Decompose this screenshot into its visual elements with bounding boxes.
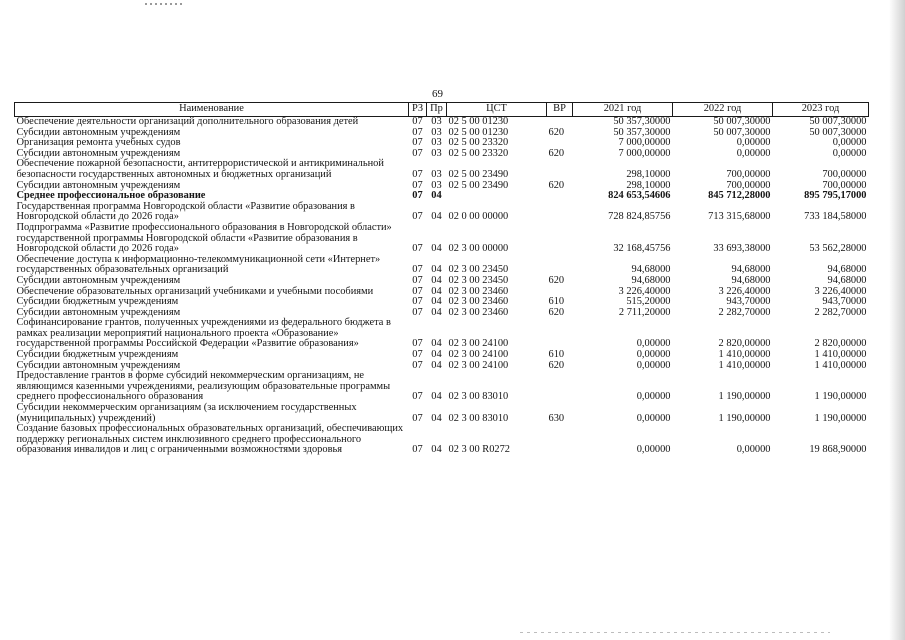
cell-pr: 04	[431, 391, 442, 403]
cell-name: Субсидии автономным учреждениям	[16, 274, 181, 286]
cell-pr: 03	[431, 179, 442, 191]
cell-y2022: 845 712,28000	[708, 190, 771, 202]
scan-artifact-top	[145, 3, 183, 5]
cell-y2022: 1 410,00000	[718, 349, 771, 361]
cell-name: Обеспечение образовательных организаций учебниками и учебными пособиями	[16, 285, 374, 297]
table-row	[15, 117, 869, 128]
cell-y2021: 94,68000	[631, 274, 671, 286]
cell-pr: 04	[431, 190, 442, 202]
scan-shadow-edge	[889, 0, 905, 640]
header-2021: 2021 год	[573, 103, 673, 117]
cell-pr: 04	[431, 264, 442, 276]
cell-vr: 610	[548, 296, 565, 308]
cell-name: Предоставление грантов в форме субсидий некоммерческим организациям, не являющимся казенными учреждениями, реализующим образовательные программы среднего профессионального образования	[16, 370, 391, 403]
cell-y2023: 3 226,40000	[814, 285, 867, 297]
cell-name: Обеспечение деятельности организаций дополнительного образования детей	[16, 116, 359, 127]
cell-name: Субсидии автономным учреждениям	[16, 179, 181, 191]
cell-y2021: 0,00000	[636, 444, 671, 456]
cell-cst: 02 0 00 00000	[448, 211, 509, 223]
cell-y2022: 3 226,40000	[718, 285, 771, 297]
cell-cst: 02 5 00 23320	[448, 147, 509, 159]
cell-cst: 02 3 00 23450	[448, 264, 509, 276]
cell-name: Государственная программа Новгородской области «Развитие образования в Новгородской области до 2026 года»	[16, 200, 355, 223]
budget-table	[14, 102, 869, 456]
cell-y2023: 94,68000	[827, 264, 867, 276]
cell-y2021: 728 824,85756	[608, 211, 671, 223]
cell-y2023: 50 007,30000	[809, 116, 867, 127]
cell-name: Субсидии автономным учреждениям	[16, 306, 181, 318]
cell-vr: 620	[548, 274, 565, 286]
cell-vr	[547, 371, 573, 403]
cell-cst: 02 3 00 24100	[448, 338, 509, 350]
cell-y2022: 0,00000	[736, 444, 771, 456]
cell-rz: 07	[412, 168, 423, 180]
cell-pr: 03	[431, 147, 442, 159]
cell-rz: 07	[412, 306, 423, 318]
cell-cst: 02 5 00 01230	[448, 116, 509, 127]
cell-name: Субсидии автономным учреждениям	[16, 147, 181, 159]
cell-cst: 02 5 00 01230	[448, 126, 509, 138]
cell-y2023: 94,68000	[827, 274, 867, 286]
cell-vr	[547, 424, 573, 456]
cell-y2023: 53 562,28000	[809, 243, 867, 255]
cell-y2023: 895 795,17000	[804, 190, 867, 202]
cell-cst: 02 3 00 24100	[448, 349, 509, 361]
page-number: 69	[432, 88, 443, 100]
cell-y2021: 7 000,00000	[618, 137, 671, 149]
cell-y2022: 700,00000	[726, 168, 771, 180]
header-2023: 2023 год	[773, 103, 869, 117]
cell-y2021: 3 226,40000	[618, 285, 671, 297]
cell-vr: 620	[548, 147, 565, 159]
table-row	[15, 403, 869, 424]
cell-pr: 04	[431, 412, 442, 424]
cell-y2022: 1 190,00000	[718, 412, 771, 424]
cell-y2021: 298,10000	[626, 168, 671, 180]
cell-pr: 03	[431, 116, 442, 127]
cell-y2022: 2 282,70000	[718, 306, 771, 318]
cell-vr	[547, 159, 573, 180]
cell-y2021: 0,00000	[636, 338, 671, 350]
cell-pr: 04	[431, 243, 442, 255]
cell-rz: 07	[412, 349, 423, 361]
cell-vr: 620	[548, 126, 565, 138]
header-2022: 2022 год	[673, 103, 773, 117]
table-row	[15, 202, 869, 223]
cell-y2021: 298,10000	[626, 179, 671, 191]
cell-rz: 07	[412, 338, 423, 350]
table-row	[15, 255, 869, 276]
cell-cst: 02 3 00 83010	[448, 391, 509, 403]
cell-y2021: 50 357,30000	[613, 116, 671, 127]
cell-vr: 620	[548, 179, 565, 191]
cell-name: Среднее профессиональное образование	[16, 190, 206, 202]
cell-cst: 02 5 00 23490	[448, 168, 509, 180]
cell-y2023: 50 007,30000	[809, 126, 867, 138]
cell-y2023: 19 868,90000	[809, 444, 867, 456]
cell-name: Субсидии бюджетным учреждениям	[16, 349, 179, 361]
table-row	[15, 424, 869, 456]
cell-pr: 03	[431, 168, 442, 180]
cell-y2022: 0,00000	[736, 147, 771, 159]
cell-name: Обеспечение доступа к информационно-телекоммуникационной сети «Интернет» государственных образовательных организаций	[16, 253, 381, 276]
cell-rz: 07	[412, 412, 423, 424]
table-row	[15, 318, 869, 350]
cell-y2023: 1 410,00000	[814, 359, 867, 371]
cell-y2022: 700,00000	[726, 179, 771, 191]
cell-y2021: 515,20000	[626, 296, 671, 308]
cell-y2023: 1 190,00000	[814, 412, 867, 424]
cell-rz: 07	[412, 444, 423, 456]
cell-y2021: 32 168,45756	[613, 243, 671, 255]
cell-y2023: 0,00000	[832, 147, 867, 159]
cell-name: Подпрограмма «Развитие профессионального образования в Новгородской области» государственной программы Новгородской области «Развитие образования в Новгородской области до 2026 года»	[16, 221, 392, 255]
cell-pr: 04	[431, 359, 442, 371]
cell-y2022: 2 820,00000	[718, 338, 771, 350]
cell-vr	[547, 318, 573, 350]
cell-y2023: 1 190,00000	[814, 391, 867, 403]
cell-y2022: 0,00000	[736, 137, 771, 149]
table-header	[15, 103, 869, 117]
cell-y2023: 733 184,58000	[804, 211, 867, 223]
cell-y2021: 0,00000	[636, 349, 671, 361]
cell-y2021: 0,00000	[636, 359, 671, 371]
cell-y2022: 713 315,68000	[708, 211, 771, 223]
cell-pr: 04	[431, 338, 442, 350]
cell-y2021: 7 000,00000	[618, 147, 671, 159]
cell-y2022: 1 410,00000	[718, 359, 771, 371]
cell-y2022: 1 190,00000	[718, 391, 771, 403]
header-cst: ЦСТ	[447, 103, 547, 117]
cell-y2022: 94,68000	[731, 274, 771, 286]
cell-name: Софинансирование грантов, полученных учреждениями из федерального бюджета в рамках реализации мероприятий национального проекта «Образование» государственной программы Российской Федерации «Развитие образования»	[16, 317, 391, 350]
cell-pr: 04	[431, 349, 442, 361]
cell-cst: 02 3 00 23460	[448, 285, 509, 297]
cell-rz: 07	[412, 137, 423, 149]
cell-cst: 02 3 00 R0272	[448, 444, 510, 456]
cell-cst	[447, 191, 547, 202]
cell-y2021: 0,00000	[636, 391, 671, 403]
header-vr: ВР	[547, 103, 573, 117]
cell-y2021: 50 357,30000	[613, 126, 671, 138]
header-rz: РЗ	[409, 103, 427, 117]
cell-rz: 07	[412, 391, 423, 403]
cell-name: Субсидии бюджетным учреждениям	[16, 296, 179, 308]
cell-cst: 02 3 00 23460	[448, 296, 509, 308]
cell-rz: 07	[412, 359, 423, 371]
cell-vr	[547, 255, 573, 276]
cell-vr: 610	[548, 349, 565, 361]
cell-cst: 02 3 00 23460	[448, 306, 509, 318]
cell-y2021: 94,68000	[631, 264, 671, 276]
cell-pr: 03	[431, 137, 442, 149]
cell-name: Обеспечение пожарной безопасности, антитеррористической и антикриминальной безопасности государственных автономных и бюджетных организаций	[16, 158, 384, 180]
cell-y2023: 700,00000	[822, 168, 867, 180]
cell-pr: 04	[431, 211, 442, 223]
table-row	[15, 276, 869, 287]
cell-name: Создание базовых профессиональных образовательных организаций, обеспечивающих поддержку региональных систем инклюзивного среднего профессионального образования инвалидов и лиц с ограниченными возможностями здоровья	[16, 423, 404, 456]
cell-cst: 02 3 00 83010	[448, 412, 509, 424]
cell-y2021: 2 711,20000	[618, 306, 671, 318]
cell-cst: 02 3 00 23450	[448, 274, 509, 286]
cell-rz: 07	[412, 243, 423, 255]
cell-name: Субсидии некоммерческим организациям (за исключением государственных (муниципальных) учреждений)	[16, 402, 357, 424]
table-row	[15, 159, 869, 180]
cell-name: Субсидии автономным учреждениям	[16, 359, 181, 371]
cell-y2021: 824 653,54606	[608, 190, 671, 202]
cell-rz: 07	[412, 264, 423, 276]
cell-vr: 630	[548, 412, 565, 424]
header-name: Наименование	[15, 103, 409, 117]
cell-rz: 07	[412, 285, 423, 297]
cell-name: Организация ремонта учебных судов	[16, 137, 181, 149]
cell-y2022: 943,70000	[726, 296, 771, 308]
cell-y2023: 943,70000	[822, 296, 867, 308]
table-row	[15, 371, 869, 403]
cell-y2023: 1 410,00000	[814, 349, 867, 361]
cell-y2023: 2 282,70000	[814, 306, 867, 318]
cell-rz: 07	[412, 190, 423, 202]
cell-pr: 04	[431, 285, 442, 297]
cell-rz: 07	[412, 211, 423, 223]
cell-rz: 07	[412, 274, 423, 286]
cell-y2023: 0,00000	[832, 137, 867, 149]
cell-vr: 620	[548, 306, 565, 318]
cell-vr	[547, 191, 573, 202]
scan-artifact-bottom	[520, 632, 830, 633]
cell-y2023: 2 820,00000	[814, 338, 867, 350]
cell-pr: 04	[431, 306, 442, 318]
cell-vr	[547, 202, 573, 223]
cell-rz: 07	[412, 147, 423, 159]
cell-y2022: 50 007,30000	[713, 116, 771, 127]
cell-y2022: 50 007,30000	[713, 126, 771, 138]
header-pr: Пр	[427, 103, 447, 117]
cell-rz: 07	[412, 126, 423, 138]
cell-cst: 02 3 00 00000	[448, 243, 509, 255]
cell-cst: 02 5 00 23320	[448, 137, 509, 149]
cell-name: Субсидии автономным учреждениям	[16, 126, 181, 138]
cell-y2022: 33 693,38000	[713, 243, 771, 255]
cell-rz: 07	[412, 179, 423, 191]
cell-y2021: 0,00000	[636, 412, 671, 424]
cell-rz: 07	[412, 116, 423, 127]
table-body	[15, 117, 869, 457]
cell-vr	[547, 223, 573, 255]
cell-pr: 03	[431, 126, 442, 138]
cell-vr	[547, 117, 573, 128]
cell-pr: 04	[431, 274, 442, 286]
table-row	[15, 223, 869, 255]
cell-pr: 04	[431, 296, 442, 308]
cell-vr: 620	[548, 359, 565, 371]
cell-rz: 07	[412, 296, 423, 308]
cell-y2022: 94,68000	[731, 264, 771, 276]
cell-cst: 02 5 00 23490	[448, 179, 509, 191]
cell-y2023: 700,00000	[822, 179, 867, 191]
cell-pr: 04	[431, 444, 442, 456]
cell-cst: 02 3 00 24100	[448, 359, 509, 371]
